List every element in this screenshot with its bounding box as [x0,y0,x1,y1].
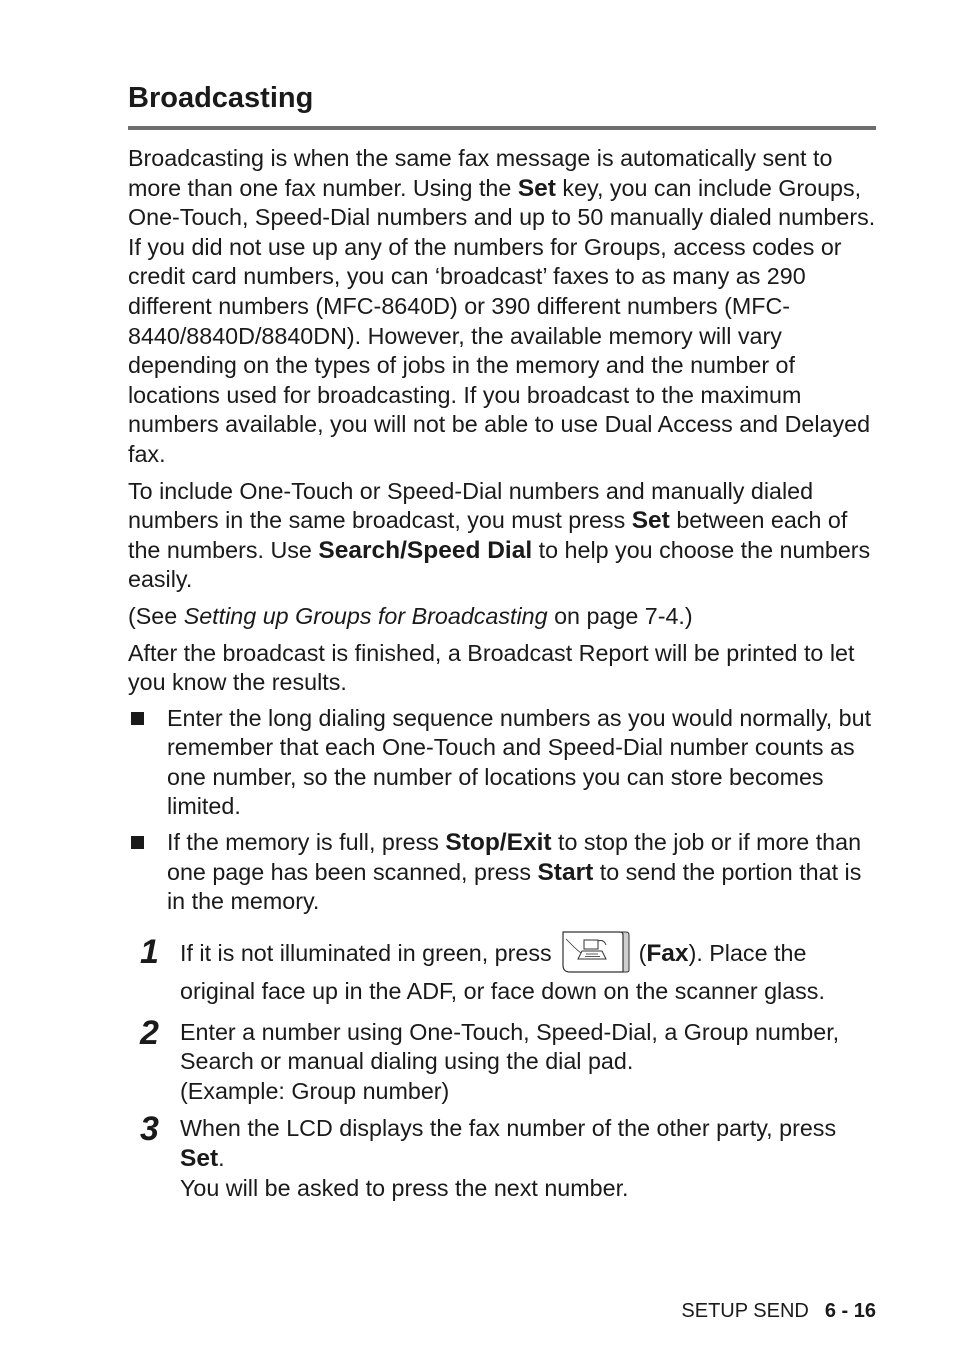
paragraph-see-reference [128,602,876,632]
bullet-item [128,704,876,822]
text-run: to stop the job or if more than one page has been scanned, press [167,829,862,885]
page-title: Broadcasting [128,78,876,130]
text-run: (See [128,602,184,629]
search-speed-dial-key-label: Search/Speed Dial [318,536,533,564]
set-key-label: Set [517,174,556,202]
square-bullet-icon [128,828,167,917]
step-2 [128,1013,876,1107]
step-line: (Example: Group number) [180,1077,450,1104]
paragraph-broadcast-report: After the broadcast is finished, a Broadcast Report will be printed to let you know the results. [128,639,855,696]
text-run: ). Place the original face up in the ADF, or face down on the scanner glass. [180,939,825,1004]
stop-exit-key-label: Stop/Exit [445,829,552,857]
step-line: Enter a number using One-Touch, Speed-Dial, a Group number, Search or manual dialing using the dial pad. [180,1018,840,1075]
paragraph-set-key [128,477,876,595]
set-key-label: Set [180,1145,219,1173]
cross-reference-link: Setting up Groups for Broadcasting [183,602,548,629]
step-3 [128,1110,876,1203]
step-text [180,935,876,1010]
text-run: When the LCD displays the fax number of the other party, press [180,1115,837,1142]
fax-key-icon [560,929,630,973]
step-number: 1 [140,932,159,971]
text-run: key, you can include Groups, One-Touch, Speed-Dial numbers and up to 50 manually dialed numbers. If you did not use up any of the numbers for Groups, access codes or credit card numbers, you can ‘broadcast’ faxes to as many as 290 different numbers (MFC-8640D) or 390 different numbers (MFC-8440/8840D/8840DN). However, the available memory will vary depending on the types of jobs in the memory and the number of locations used for broadcasting. If you broadcast to the maximum numbers available, you will not be able to use Dual Access and Delayed fax. [128,174,876,467]
text-run: on page 7-4.) [547,602,693,629]
paragraph-intro [128,144,876,470]
text-run: To include One-Touch or Speed-Dial numbers and manually dialed numbers in the same broadcast, you must press [128,477,814,534]
text-run: Broadcasting is when the same fax message is automatically sent to more than one fax number. Using the [128,145,833,201]
text-run: to send the portion that is in the memory. [167,858,862,915]
step-1 [128,932,876,1010]
text-run: to help you choose the numbers easily. [128,536,871,593]
set-key-label: Set [631,507,670,535]
step-line: You will be asked to press the next number. [180,1174,629,1201]
page-content [128,78,876,1203]
step-number: 2 [140,1013,159,1052]
text-run: ( [632,939,647,966]
text-run: between each of the numbers. Use [128,507,848,563]
text-run: If it is not illuminated in green, press [180,939,559,966]
step-line [180,1114,876,1173]
square-bullet-icon [128,704,167,822]
bullet-item [128,828,876,917]
step-text [180,1018,876,1107]
text-run: . [218,1145,225,1172]
page-number: 6 - 16 [824,1300,876,1322]
text-run: If the memory is full, press [167,829,446,856]
bullet-text: Enter the long dialing sequence numbers as you would normally, but remember that each One-Touch and Speed-Dial number counts as one number, so the number of locations you can store becomes limited. [167,704,872,820]
page-footer [681,1300,876,1323]
footer-section: SETUP SEND [681,1300,809,1322]
bullet-text [167,828,876,917]
body-text [128,144,876,1203]
step-number: 3 [140,1110,159,1149]
step-text [180,1114,876,1203]
fax-key-label: Fax [646,939,689,967]
start-key-label: Start [537,858,594,886]
